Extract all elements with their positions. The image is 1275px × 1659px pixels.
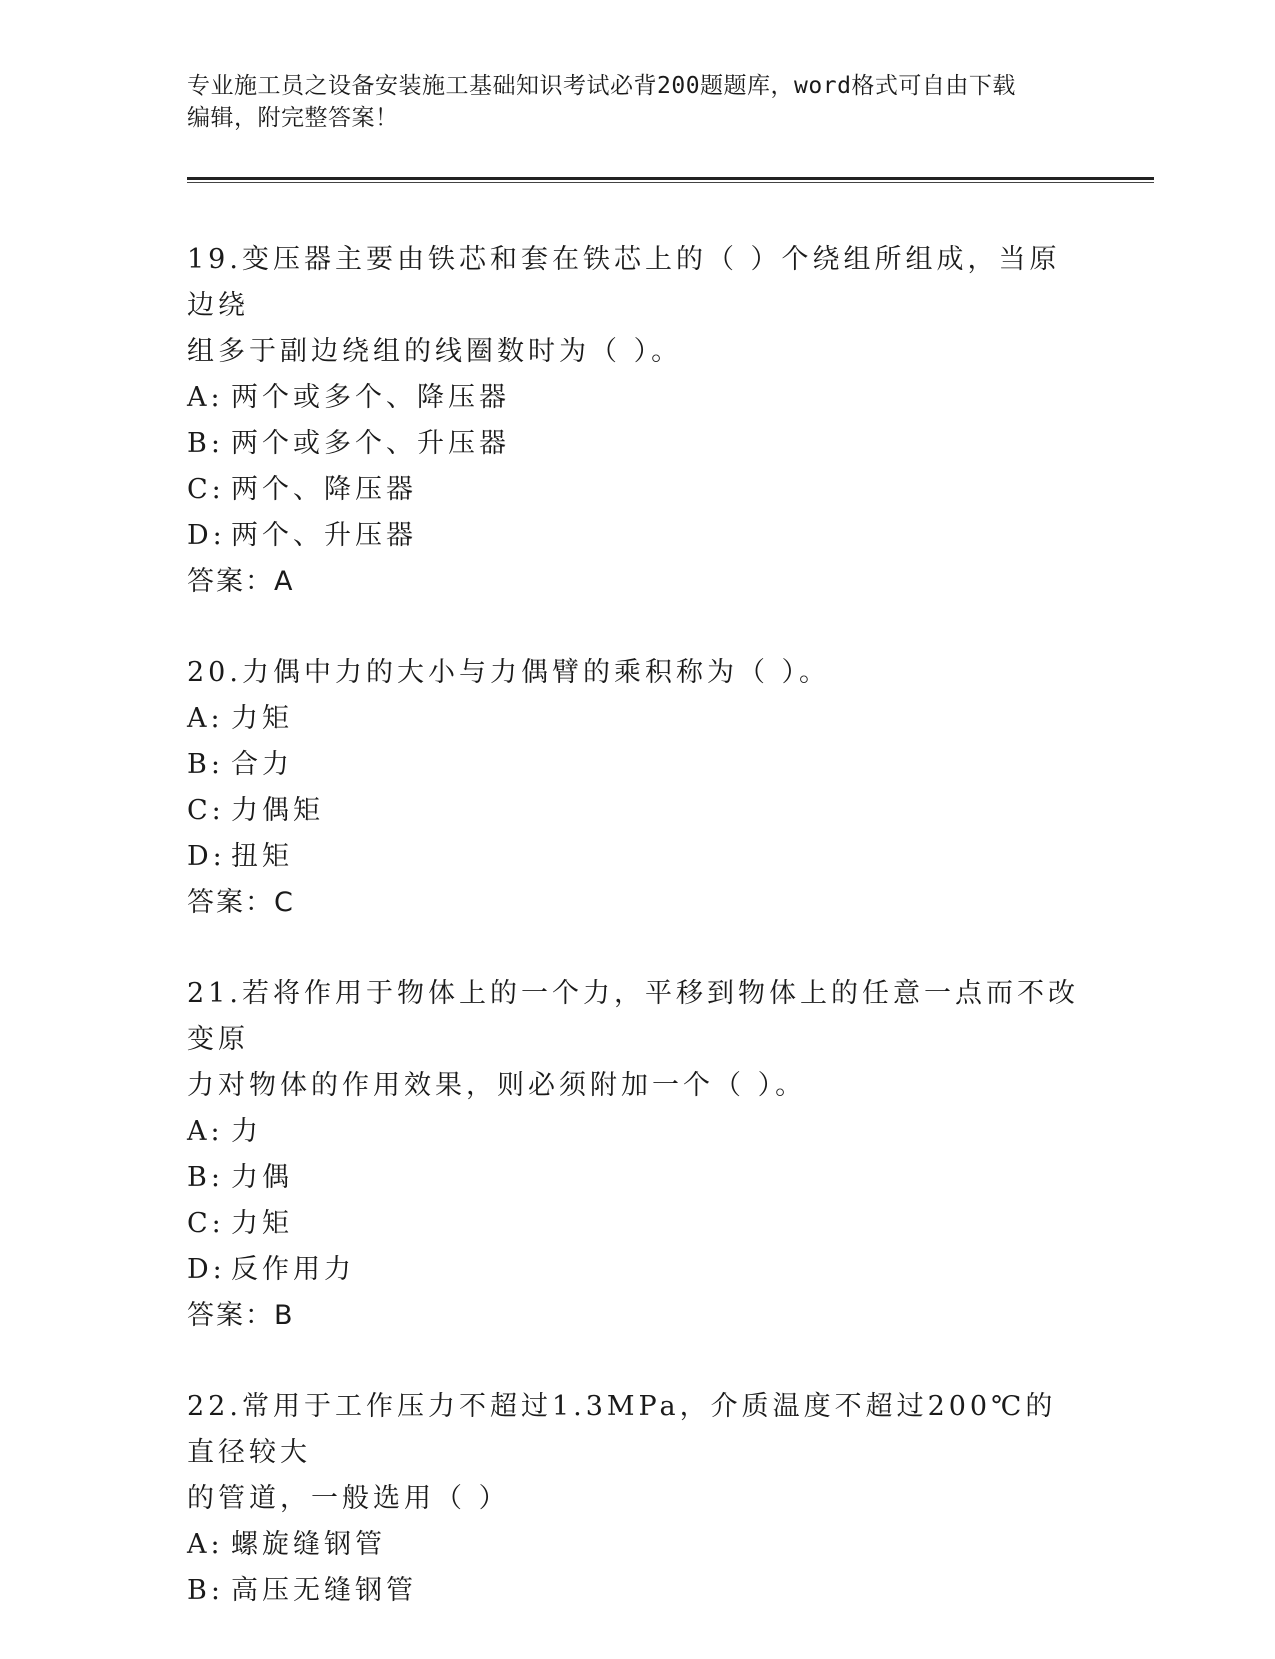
question-20 bbox=[187, 650, 1087, 926]
question-21 bbox=[187, 971, 1087, 1339]
option-text: 合力 bbox=[231, 749, 293, 780]
question-stem-line-2: 的管道，一般选用（ ） bbox=[187, 1483, 510, 1514]
question-stem-line-1: 20.力偶中力的大小与力偶臂的乘积称为（ ）。 bbox=[187, 657, 831, 688]
option-text: 两个或多个、升压器 bbox=[231, 428, 510, 459]
option-a bbox=[187, 696, 1087, 742]
header-divider-thin bbox=[187, 182, 1154, 183]
option-text: 螺旋缝钢管 bbox=[231, 1529, 386, 1560]
option-letter: C: bbox=[187, 1208, 225, 1239]
document-header bbox=[187, 70, 1087, 134]
option-b bbox=[187, 742, 1087, 788]
question-22 bbox=[187, 1384, 1087, 1614]
option-letter: B: bbox=[187, 428, 224, 459]
question-stem bbox=[187, 237, 1087, 375]
option-text: 力偶 bbox=[231, 1162, 293, 1193]
option-letter: B: bbox=[187, 1575, 224, 1606]
option-d bbox=[187, 834, 1087, 880]
option-c bbox=[187, 467, 1087, 513]
option-text: 反作用力 bbox=[231, 1254, 355, 1285]
option-letter: D: bbox=[187, 841, 226, 872]
option-text: 两个、升压器 bbox=[231, 520, 417, 551]
question-stem bbox=[187, 971, 1087, 1109]
question-list bbox=[187, 237, 1087, 1659]
option-letter: C: bbox=[187, 474, 225, 505]
option-letter: A: bbox=[187, 703, 224, 734]
option-text: 力偶矩 bbox=[231, 795, 324, 826]
option-d bbox=[187, 513, 1087, 559]
question-stem-line-1: 21.若将作用于物体上的一个力，平移到物体上的任意一点而不改变原 bbox=[187, 978, 1079, 1055]
option-letter: A: bbox=[187, 1529, 224, 1560]
question-stem-line-2: 组多于副边绕组的线圈数时为（ ）。 bbox=[187, 336, 683, 367]
answer-line: 答案：A bbox=[187, 566, 295, 597]
question-stem bbox=[187, 1384, 1087, 1522]
option-c bbox=[187, 1201, 1087, 1247]
question-stem-line-1: 22.常用于工作压力不超过1.3MPa，介质温度不超过200℃的直径较大 bbox=[187, 1391, 1057, 1468]
option-a bbox=[187, 1109, 1087, 1155]
option-letter: A: bbox=[187, 1116, 224, 1147]
option-c bbox=[187, 788, 1087, 834]
option-text: 扭矩 bbox=[231, 841, 293, 872]
option-letter: C: bbox=[187, 795, 225, 826]
answer-line: 答案：C bbox=[187, 887, 295, 918]
question-stem-line-2: 力对物体的作用效果，则必须附加一个（ ）。 bbox=[187, 1070, 807, 1101]
option-letter: A: bbox=[187, 382, 224, 413]
option-letter: D: bbox=[187, 520, 226, 551]
option-a bbox=[187, 375, 1087, 421]
answer-line: 答案：B bbox=[187, 1300, 295, 1331]
question-19 bbox=[187, 237, 1087, 605]
option-letter: B: bbox=[187, 1162, 224, 1193]
option-letter: D: bbox=[187, 1254, 226, 1285]
option-a bbox=[187, 1522, 1087, 1568]
option-text: 两个、降压器 bbox=[231, 474, 417, 505]
option-b bbox=[187, 1155, 1087, 1201]
option-b bbox=[187, 421, 1087, 467]
option-text: 力矩 bbox=[231, 703, 293, 734]
header-line-2: 编辑，附完整答案！ bbox=[187, 105, 399, 131]
option-text: 两个或多个、降压器 bbox=[231, 382, 510, 413]
option-text: 力 bbox=[231, 1116, 262, 1147]
option-letter: B: bbox=[187, 749, 224, 780]
question-stem-line-1: 19.变压器主要由铁芯和套在铁芯上的（ ）个绕组所组成，当原边绕 bbox=[187, 244, 1061, 321]
question-stem bbox=[187, 650, 1087, 696]
option-text: 高压无缝钢管 bbox=[231, 1575, 417, 1606]
header-divider-thick bbox=[187, 177, 1154, 180]
option-d bbox=[187, 1247, 1087, 1293]
option-b bbox=[187, 1568, 1087, 1614]
header-line-1: 专业施工员之设备安装施工基础知识考试必背200题题库，word格式可自由下载 bbox=[187, 73, 1016, 99]
option-text: 力矩 bbox=[231, 1208, 293, 1239]
